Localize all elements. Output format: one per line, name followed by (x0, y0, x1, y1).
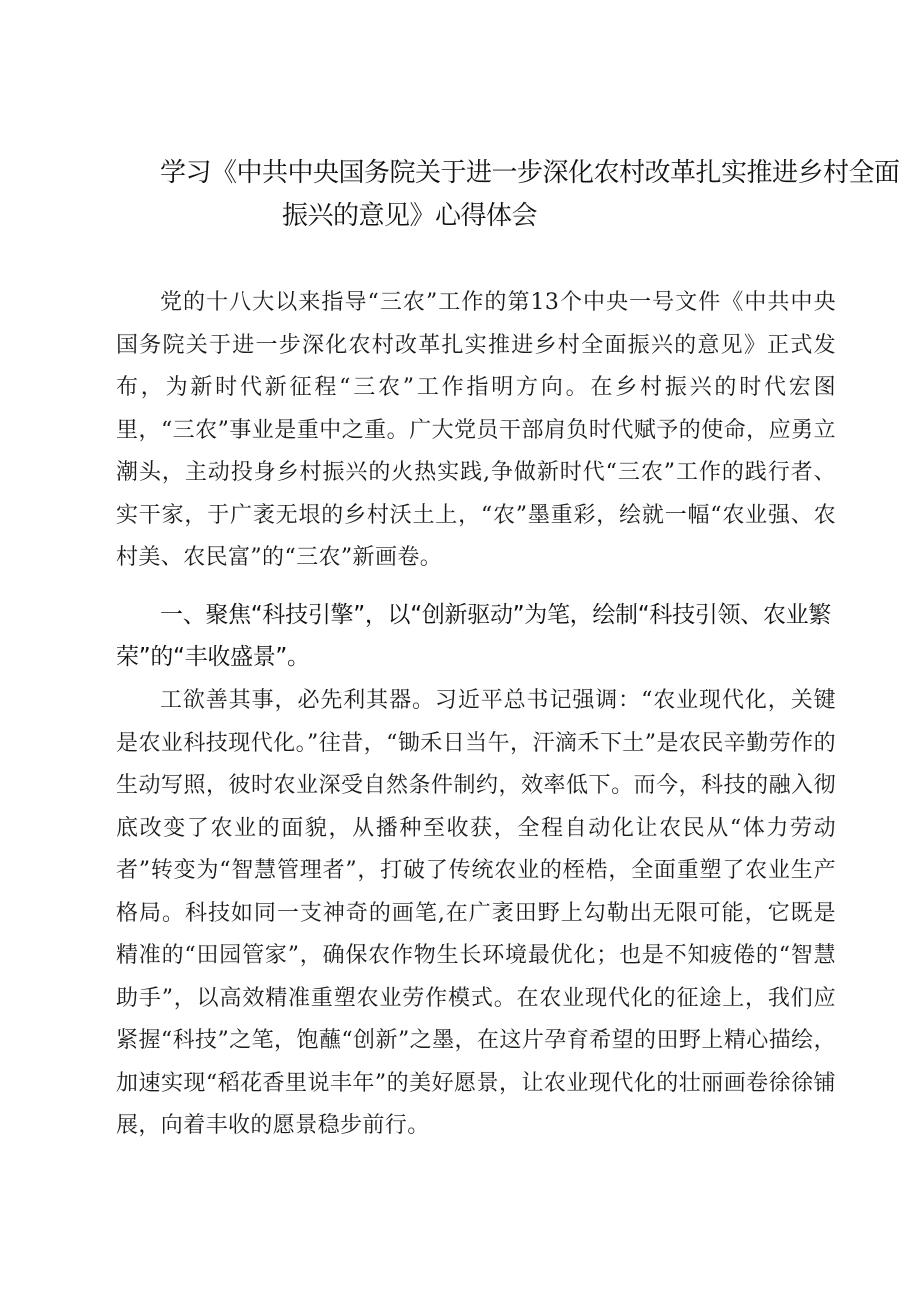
section-heading-1: 一、聚焦“科技引擎”，以“创新驱动”为笔，绘制“科技引领、农业繁荣”的“丰收盛景”。 (116, 602, 831, 670)
section-1-paragraph: 工欲善其事，必先利其器。习近平总书记强调：“农业现代化，关键是农业科技现代化。”往昔，“锄禾日当午，汗滴禾下土”是农民辛勤劳作的生动写照，彼时农业深受自然条件制约，效率低下。而今，科技的融入彻底改变了农业的面貌，从播种至收获，全程自动化让农民从“体力劳动者”转变为“智慧管理者”，打破了传统农业的桎梏，全面重塑了农业生产格局。科技如同一支神奇的画笔,在广袤田野上勾勒出无限可能，它既是精准的“田园管家”，确保农作物生长环境最优化；也是不知疲倦的“智慧助手”，以高效精准重塑农业劳作模式。在农业现代化的征途上，我们应紧握“科技”之笔，饱蘸“创新”之墨，在这片孕育希望的田野上精心描绘，加速实现“稻花香里说丰年”的美好愿景，让农业现代化的壮丽画卷徐徐铺展，向着丰收的愿景稳步前行。 (116, 688, 836, 1138)
title-line-1: 学习《中共中央国务院关于进一步深化农村改革扎实推进乡村全面 (160, 158, 900, 188)
intro-paragraph: 党的十八大以来指导“三农”工作的第13个中央一号文件《中共中央国务院关于进一步深化农村改革扎实推进乡村全面振兴的意见》正式发布，为新时代新征程“三农”工作指明方向。在乡村振兴的时代宏图里，“三农”事业是重中之重。广大党员干部肩负时代赋予的使命，应勇立潮头，主动投身乡村振兴的火热实践,争做新时代“三农”工作的践行者、实干家，于广袤无垠的乡村沃土上，“农”墨重彩，绘就一幅“农业强、农村美、农民富”的“三农”新画卷。 (116, 290, 836, 570)
title-line-2: 振兴的意见》心得体会 (282, 201, 538, 231)
document-title (130, 152, 900, 238)
